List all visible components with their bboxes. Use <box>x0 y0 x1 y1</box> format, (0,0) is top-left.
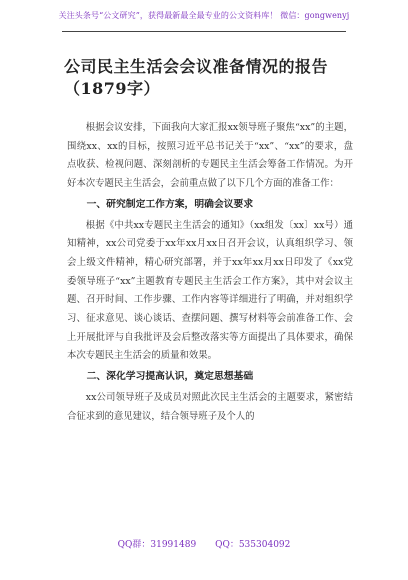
section-2-paragraph: xx公司领导班子及成员对照此次民主生活会的主题要求，紧密结合征求到的意见建议，结合领导班子及个人的 <box>67 391 353 422</box>
header-divider <box>62 31 346 32</box>
footer-contact <box>0 537 408 550</box>
section-1-paragraph: 根据《中共xx专题民主生活会的通知》（xx组发〔xx〕xx号）通知精神，xx公司党委于xx年xx月xx日召开会议，认真组织学习、领会上级文件精神，精心研究部署，并于xx年xx月xx日印发了《xx党委领导班子“xx”主题教育专题民主生活会工作方案》，其中对会议主题、召开时间、工作步骤、工作内容等详细进行了明确，并对组织学习、征求意见、谈心谈话、查摆问题、撰写材料等会前准备工作、会上开展批评与自我批评及会后整改落实等方面提出了具体要求，确保本次专题民主生活会的质量和效果。 <box>67 219 353 362</box>
title-line-2: （1879字） <box>64 79 161 98</box>
title-line-1: 公司民主生活会会议准备情况的报告 <box>64 57 329 76</box>
section-1-heading: 一、研究制定工作方案，明确会议要求 <box>86 198 254 210</box>
intro-paragraph: 根据会议安排，下面我向大家汇报xx领导班子聚焦“xx”的主题，围绕xx、xx的目标，按照习近平总书记关于“xx”、“xx”的要求，盘点收获、检视问题、深刻剖析的专题民主生活会筹备工作情况。为开好本次专题民主生活会，会前重点做了以下几个方面的准备工作： <box>67 122 353 190</box>
document-title <box>64 56 354 100</box>
section-2-heading: 二、深化学习提高认识，奠定思想基础 <box>86 371 254 383</box>
document-body <box>67 119 353 426</box>
footer-qq: QQ：535304092 <box>215 540 291 550</box>
footer-qq-group: QQ群：31991489 <box>117 540 197 550</box>
header-banner: 关注头条号“公文研究”，获得最新最全最专业的公文资料库！ 微信：gongwenyj <box>58 11 350 20</box>
